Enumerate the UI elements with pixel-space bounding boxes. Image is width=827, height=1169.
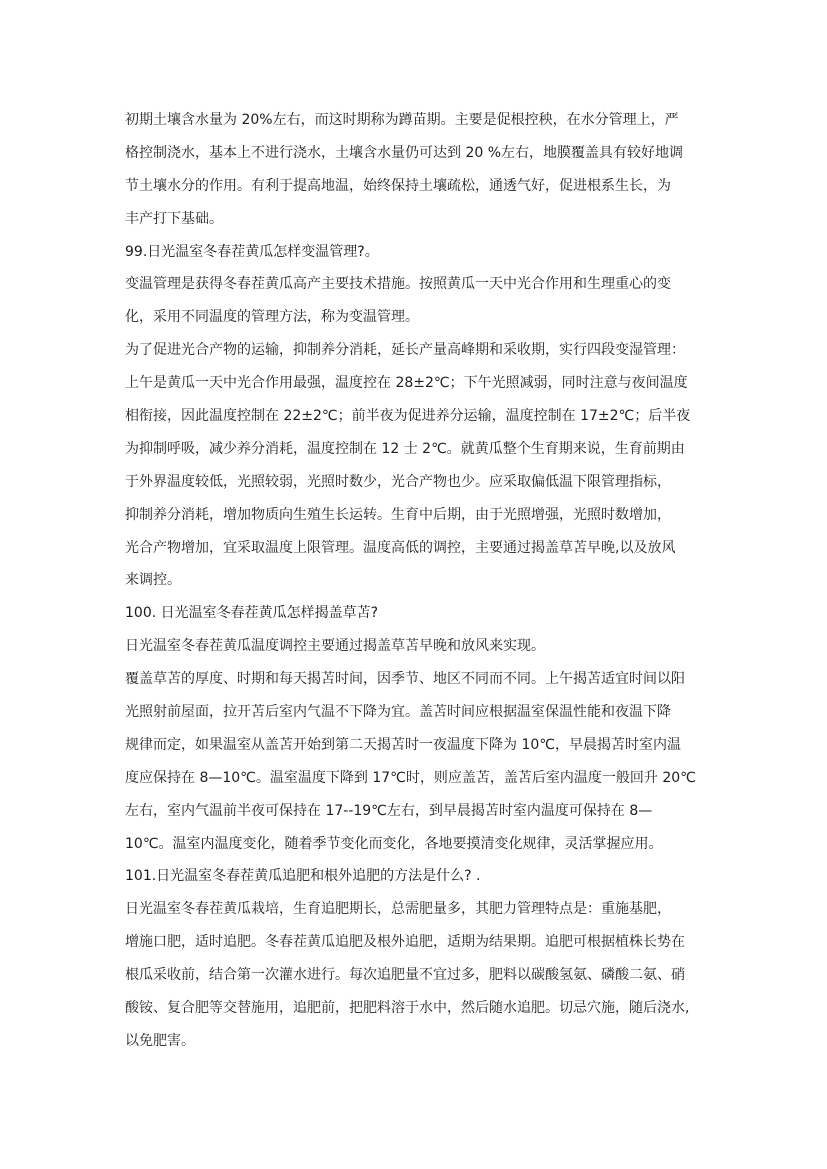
text-line: 来调控。 [125,572,181,589]
text-line: 变温管理是获得冬春茬黄瓜高产主要技术措施。按照黄瓜一天中光合作用和生理重心的变 [125,276,671,293]
text-line: 以免肥害。 [125,1032,195,1049]
text-line: 酸铵、复合肥等交替施用，追肥前，把肥料溶于水中，然后随水追肥。切忌穴施，随后浇水, [125,1000,690,1017]
section-heading-101: 101.日光温室冬春茬黄瓜追肥和根外追肥的方法是什么? . [125,868,481,885]
text-line: 日光温室冬春茬黄瓜栽培，生育追肥期长，总需肥量多，其肥力管理特点是：重施基肥， [125,901,671,918]
text-line: 日光温室冬春茬黄瓜温度调控主要通过揭盖草苫早晚和放风来实现。 [125,638,545,655]
text-line: 光照射前屋面，拉开苫后室内气温不下降为宜。盖苫时间应根据温室保温性能和夜温下降 [125,704,671,721]
text-line: 相衔接，因此温度控制在 22±2℃；前半夜为促进养分运输，温度控制在 17±2℃；后半夜 [125,408,691,425]
text-line: 于外界温度较低，光照较弱，光照时数少，光合产物也少。应采取偏低温下限管理指标， [125,473,671,490]
text-line: 度应保持在 8—10℃。温室温度下降到 17℃时，则应盖苫，盖苫后室内温度一般回升 20℃ [125,769,696,786]
text-line: 上午是黄瓜一天中光合作用最强，温度控在 28±2℃；下午光照减弱，同时注意与夜间温度 [125,375,688,392]
text-line: 节土壤水分的作用。有利于提高地温，始终保持土壤疏松，通透气好，促进根系生长，为 [125,177,671,194]
text-line: 抑制养分消耗，增加物质向生殖生长运转。生育中后期，由于光照增强，光照时数增加， [125,506,671,523]
text-line: 丰产打下基础。 [125,210,223,227]
document-body [125,104,710,1058]
text-line: 根瓜采收前，结合第一次灌水进行。每次追肥量不宜过多，肥料以碳酸氢氨、磷酸二氨、硝 [125,967,685,984]
text-line: 为抑制呼吸，减少养分消耗，温度控制在 12 士 2℃。就黄瓜整个生育期来说，生育前期由 [125,440,685,457]
text-line: 光合产物增加，宜采取温度上限管理。温度高低的调控，主要通过揭盖草苫早晚,以及放风 [125,539,676,556]
text-line: 化，采用不同温度的管理方法，称为变温管理。 [125,309,419,326]
text-line: 格控制浇水，基本上不进行浇水，土壤含水量仍可达到 20 %左右，地膜覆盖具有较好地调 [125,144,684,161]
text-line: 初期土壤含水量为 20%左右，而这时期称为蹲苗期。主要是促根控秧，在水分管理上，严 [125,112,679,128]
text-line: 增施口肥，适时追肥。冬春茬黄瓜追肥及根外追肥，适期为结果期。追肥可根据植株长势在 [125,934,685,951]
text-line: 为了促进光合产物的运输，抑制养分消耗，延长产量高峰期和采收期，实行四段变湿管理： [125,342,685,359]
text-line: 10℃。温室内温度变化，随着季节变化而变化，各地要摸清变化规律，灵活掌握应用。 [125,835,663,852]
text-line: 左右，室内气温前半夜可保持在 17--19℃左右，到早晨揭苫时室内温度可保持在 8— [125,802,653,819]
section-heading-100: 100. 日光温室冬春茬黄瓜怎样揭盖草苫? [125,605,379,622]
text-line: 覆盖草苫的厚度、时期和每天揭苫时间，因季节、地区不同而不同。上午揭苫适宜时间以阳 [125,671,685,688]
section-heading-99: 99.日光温室冬春茬黄瓜怎样变温管理?。 [125,243,379,260]
text-line: 规律而定，如果温室从盖苫开始到第二天揭苫时一夜温度下降为 10℃，早晨揭苫时室内温 [125,736,681,753]
